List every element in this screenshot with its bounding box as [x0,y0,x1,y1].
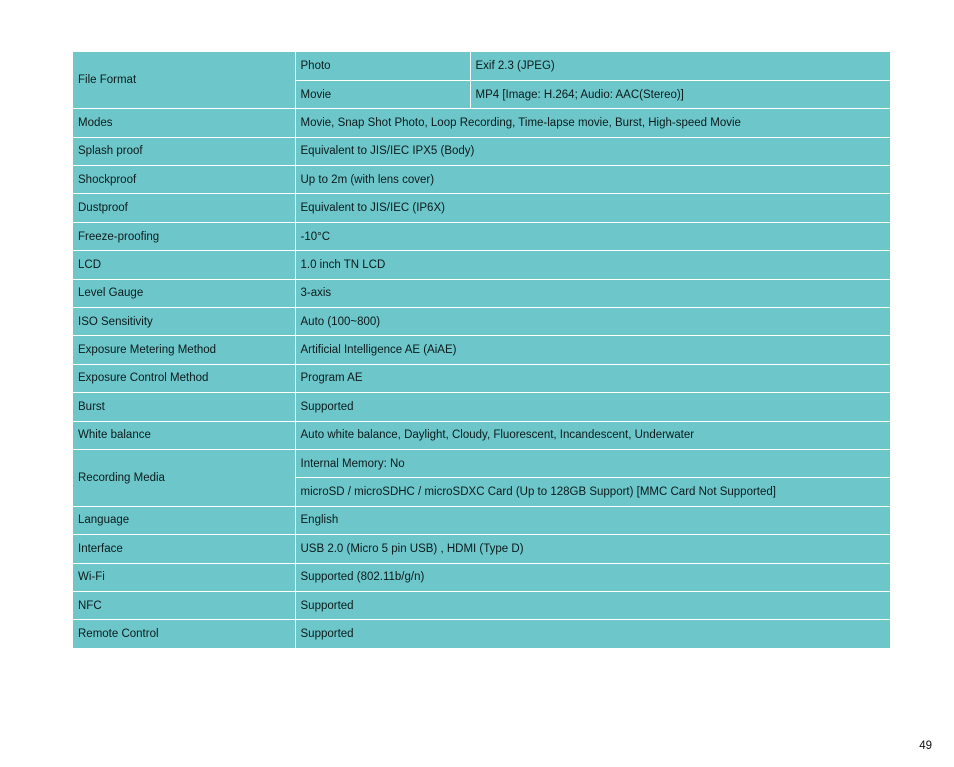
table-row-interface [73,535,890,563]
table-row-metering [73,336,890,364]
spec-value-card-support: microSD / microSDHC / microSDXC Card (Up to 128GB Support) [MMC Card Not Supported] [295,478,890,506]
spec-value-iso: Auto (100~800) [295,308,890,336]
table-row-freeze-proofing [73,222,890,250]
spec-value-dustproof: Equivalent to JIS/IEC (IP6X) [295,194,890,222]
table-row-white-balance [73,421,890,449]
table-row-file-format-photo [73,52,890,80]
spec-value-wifi: Supported (802.11b/g/n) [295,563,890,591]
spec-label-interface: Interface [73,535,295,563]
table-row-modes [73,109,890,137]
spec-label-remote-control: Remote Control [73,620,295,648]
table-row-nfc [73,591,890,619]
spec-label-metering: Exposure Metering Method [73,336,295,364]
spec-label-modes: Modes [73,109,295,137]
spec-value-interface: USB 2.0 (Micro 5 pin USB) , HDMI (Type D) [295,535,890,563]
table-row-burst [73,393,890,421]
spec-label-shockproof: Shockproof [73,166,295,194]
spec-label-burst: Burst [73,393,295,421]
spec-label-splash-proof: Splash proof [73,137,295,165]
spec-label-language: Language [73,506,295,534]
spec-label-white-balance: White balance [73,421,295,449]
page-number: 49 [919,740,932,752]
table-row-remote-control [73,620,890,648]
spec-value-modes: Movie, Snap Shot Photo, Loop Recording, Time-lapse movie, Burst, High-speed Movie [295,109,890,137]
spec-label-exposure-control: Exposure Control Method [73,364,295,392]
table-row-recording-media-internal [73,449,890,477]
spec-sublabel-movie: Movie [295,80,470,108]
table-row-iso [73,308,890,336]
spec-value-shockproof: Up to 2m (with lens cover) [295,166,890,194]
spec-label-dustproof: Dustproof [73,194,295,222]
spec-label-freeze-proofing: Freeze-proofing [73,222,295,250]
spec-label-nfc: NFC [73,591,295,619]
table-row-language [73,506,890,534]
spec-value-white-balance: Auto white balance, Daylight, Cloudy, Fluorescent, Incandescent, Underwater [295,421,890,449]
spec-sublabel-photo: Photo [295,52,470,80]
spec-label-recording-media: Recording Media [73,449,295,506]
spec-value-splash-proof: Equivalent to JIS/IEC IPX5 (Body) [295,137,890,165]
spec-value-metering: Artificial Intelligence AE (AiAE) [295,336,890,364]
spec-label-level-gauge: Level Gauge [73,279,295,307]
table-row-level-gauge [73,279,890,307]
table-row-wifi [73,563,890,591]
spec-value-photo: Exif 2.3 (JPEG) [470,52,890,80]
table-row-lcd [73,251,890,279]
spec-value-remote-control: Supported [295,620,890,648]
spec-table [73,52,890,648]
table-row-exposure-control [73,364,890,392]
spec-value-burst: Supported [295,393,890,421]
spec-value-freeze-proofing: -10°C [295,222,890,250]
spec-label-iso: ISO Sensitivity [73,308,295,336]
spec-value-movie: MP4 [Image: H.264; Audio: AAC(Stereo)] [470,80,890,108]
spec-value-language: English [295,506,890,534]
spec-value-lcd: 1.0 inch TN LCD [295,251,890,279]
spec-value-internal-memory: Internal Memory: No [295,449,890,477]
table-row-splash-proof [73,137,890,165]
spec-value-level-gauge: 3-axis [295,279,890,307]
spec-label-file-format: File Format [73,52,295,109]
table-row-dustproof [73,194,890,222]
spec-label-wifi: Wi-Fi [73,563,295,591]
spec-label-lcd: LCD [73,251,295,279]
spec-value-exposure-control: Program AE [295,364,890,392]
table-row-shockproof [73,166,890,194]
spec-value-nfc: Supported [295,591,890,619]
